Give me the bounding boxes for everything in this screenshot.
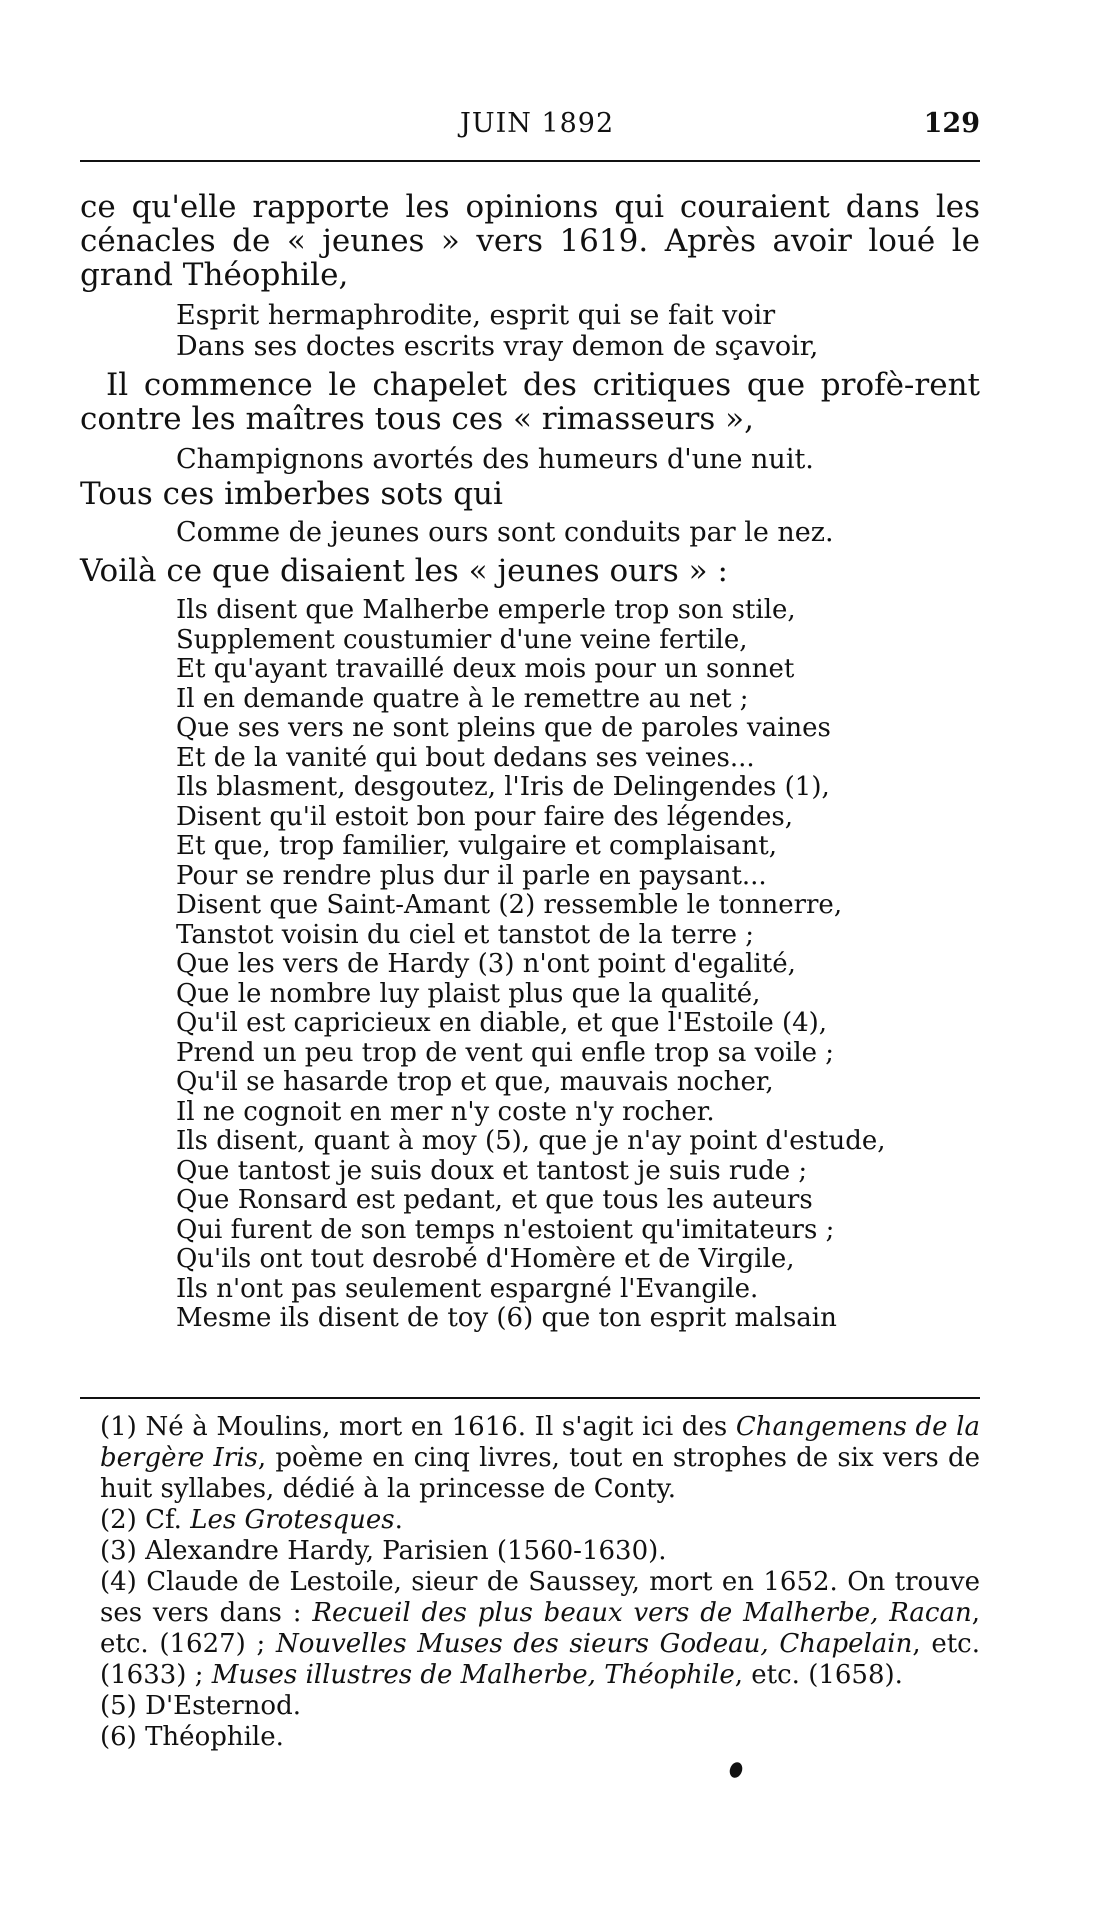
verse-line: Mesme ils disent de toy (6) que ton esprit malsain xyxy=(176,1303,837,1333)
footnotes xyxy=(80,1412,980,1753)
footnote-text: . xyxy=(394,1505,403,1535)
verse-line: Supplement coustumier d'une veine fertile, xyxy=(176,624,748,655)
footnote-text: , etc. (1627) ; xyxy=(100,1598,980,1659)
verse-block-2 xyxy=(176,444,980,475)
footnote-6: (6) Théophile. xyxy=(100,1722,284,1752)
main-text xyxy=(80,190,980,1334)
verse-line: Disent que Saint-Amant (2) ressemble le tonnerre, xyxy=(176,890,843,920)
paragraph-3: Tous ces imberbes sots qui xyxy=(80,476,503,512)
verse-line: Disent qu'il estoit bon pour faire des légendes, xyxy=(176,801,793,832)
footnote-rule xyxy=(80,1397,980,1399)
verse-line: Dans ses doctes escrits vray demon de sçavoir, xyxy=(176,331,819,362)
verse-block-3 xyxy=(176,517,980,548)
footnote-text: (4) Claude de Lestoile, sieur de Saussey, mort en 1652. On trouve ses vers dans : xyxy=(100,1567,980,1628)
verse-line: Ils n'ont pas seulement espargné l'Evangile. xyxy=(176,1273,759,1304)
footnote-1 xyxy=(80,1412,980,1505)
footnote-text: (2) Cf. xyxy=(100,1505,191,1535)
verse-line: Et qu'ayant travaillé deux mois pour un sonnet xyxy=(176,654,795,684)
verse-line: Champignons avortés des humeurs d'une nuit. xyxy=(176,444,814,475)
verse-line: Et de la vanité qui bout dedans ses veines... xyxy=(176,742,755,773)
paragraph-2: Il commence le chapelet des critiques que profè-rent contre les maîtres tous ces « rimasseurs », xyxy=(80,367,980,437)
verse-line: Ils disent, quant à moy (5), que je n'ay point d'estude, xyxy=(176,1126,886,1156)
verse-line: Qu'il se hasarde trop et que, mauvais nocher, xyxy=(176,1067,774,1097)
verse-line: Prend un peu trop de vent qui enfle trop sa voile ; xyxy=(176,1037,835,1068)
verse-line: Et que, trop familier, vulgaire et complaisant, xyxy=(176,831,777,861)
footnote-5: (5) D'Esternod. xyxy=(100,1691,301,1721)
verse-block-4 xyxy=(176,596,980,1334)
verse-block-1 xyxy=(176,300,980,362)
verse-line: Que les vers de Hardy (3) n'ont point d'egalité, xyxy=(176,949,796,979)
footnote-2 xyxy=(80,1505,980,1536)
verse-line: Qu'ils ont tout desrobé d'Homère et de Virgile, xyxy=(176,1244,795,1274)
footnote-title: Recueil des plus beaux vers de Malherbe, Racan xyxy=(312,1598,972,1628)
verse-line: Que le nombre luy plaist plus que la qualité, xyxy=(176,978,761,1009)
page-number: 129 xyxy=(923,108,980,139)
verse-line: Esprit hermaphrodite, esprit qui se fait voir xyxy=(176,300,776,331)
verse-line: Qu'il est capricieux en diable, et que l'Estoile (4), xyxy=(176,1008,828,1038)
footnote-text: (1) Né à Moulins, mort en 1616. Il s'agit ici des xyxy=(100,1412,736,1442)
verse-line: Il ne cognoit en mer n'y coste n'y rocher. xyxy=(176,1096,715,1127)
running-title: JUIN 1892 xyxy=(460,108,615,139)
paragraph-1: ce qu'elle rapporte les opinions qui couraient dans les cénacles de « jeunes » vers 1619. Après avoir loué le grand Théophile, xyxy=(80,189,980,293)
footnote-title: Nouvelles Muses des sieurs Godeau, Chapelain xyxy=(275,1629,913,1659)
footnote-text: , etc. (1658). xyxy=(734,1660,903,1690)
ink-blot xyxy=(728,1760,745,1779)
footnote-3: (3) Alexandre Hardy, Parisien (1560-1630). xyxy=(100,1536,667,1566)
verse-line: Pour se rendre plus dur il parle en paysant... xyxy=(176,860,767,891)
paragraph-4: Voilà ce que disaient les « jeunes ours » : xyxy=(80,553,728,589)
verse-line: Il en demande quatre à le remettre au net ; xyxy=(176,683,749,714)
verse-line: Qui furent de son temps n'estoient qu'imitateurs ; xyxy=(176,1214,835,1245)
footnote-4 xyxy=(80,1567,980,1691)
footnote-title: Muses illustres de Malherbe, Théophile xyxy=(211,1660,735,1690)
footnote-text: , etc. (1633) ; xyxy=(100,1629,980,1690)
verse-line: Tanstot voisin du ciel et tanstot de la terre ; xyxy=(176,919,754,950)
verse-line: Que tantost je suis doux et tantost je suis rude ; xyxy=(176,1155,808,1186)
footnote-title: Changemens de la bergère Iris xyxy=(100,1412,981,1473)
footnote-text: , poème en cinq livres, tout en strophes de six vers de huit syllabes, dédié à la princesse de Conty. xyxy=(100,1443,980,1504)
verse-line: Ils blasment, desgoutez, l'Iris de Delingendes (1), xyxy=(176,772,830,802)
header-rule xyxy=(80,160,980,162)
verse-line: Que Ronsard est pedant, et que tous les auteurs xyxy=(176,1185,813,1215)
footnote-title: Les Grotesques xyxy=(190,1505,395,1535)
verse-line: Que ses vers ne sont pleins que de paroles vaines xyxy=(176,713,831,743)
verse-line: Comme de jeunes ours sont conduits par le nez. xyxy=(176,517,834,548)
verse-line: Ils disent que Malherbe emperle trop son stile, xyxy=(176,595,796,625)
running-head xyxy=(80,108,980,148)
